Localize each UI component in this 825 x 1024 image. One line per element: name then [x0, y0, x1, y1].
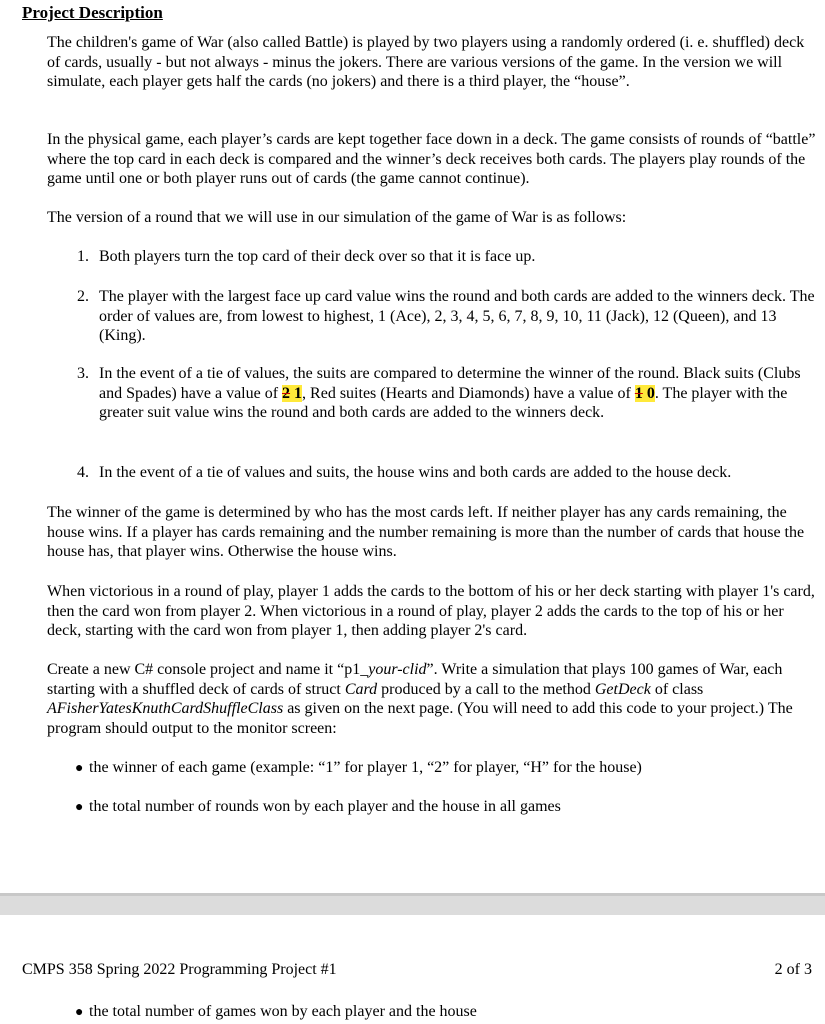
list-number: 4.: [77, 464, 89, 481]
paragraph-victory: When victorious in a round of play, player 1 adds the cards to the bottom of his or her deck starting with player 1's card, then the card won from player 2. When victorious in a round of play, player 2 adds the cards to the top of his or her deck, starting with the card won from player 1, then adding player 2's card.: [47, 583, 815, 639]
list-number: 1.: [77, 248, 89, 265]
bullet-icon: ●: [75, 761, 84, 776]
highlight-edit-black-value: 2 1: [282, 384, 303, 402]
list-item-2: [77, 287, 817, 346]
bullet-icon: ●: [75, 800, 84, 815]
paragraph-intro: The children's game of War (also called Battle) is played by two players using a randomly ordered (i. e. shuffled) deck of cards, usually - but not always - minus the jokers. There are various versions of the game. In the version we will simulate, each player gets half the cards (no jokers) and there is a third player, the “house”.: [47, 34, 805, 90]
page-header-course: CMPS 358 Spring 2022 Programming Project #1: [22, 961, 337, 978]
list-text: Both players turn the top card of their deck over so that it is face up.: [99, 248, 536, 265]
list-item-1: [77, 247, 817, 267]
list-text: In the event of a tie of values, the suits are compared to determine the winner of the round. Black suits (Clubs and Spades) have a value of 2 1, Red suites (Hearts and Diamonds) have a value of 1 0. The player with the greater suit value wins the round and both cards are added to the winners deck.: [99, 365, 801, 421]
paragraph-create-project: Create a new C# console project and name it “p1_your-clid”. Write a simulation that plays 100 games of War, each starting with a shuffled deck of cards of struct Card produced by a call to the method GetDeck of class AFisherYatesKnuthCardShuffleClass as given on the next page. (You will need to add this code to your project.) The program should output to the monitor screen:: [47, 661, 793, 737]
bullet-item: ● the winner of each game (example: “1” for player 1, “2” for player, “H” for the house): [75, 758, 815, 779]
page-separator-edge: [0, 893, 825, 896]
bullet-item: ● the total number of rounds won by each player and the house in all games: [75, 797, 815, 818]
list-number: 2.: [77, 288, 89, 305]
highlight-edit-red-value: 1 0: [634, 384, 655, 402]
paragraph-physical-game: In the physical game, each player’s cards are kept together face down in a deck. The game consists of rounds of “battle” where the top card in each deck is compared and the winner’s deck receives both cards. The players play rounds of the game until one or both player runs out of cards (the game cannot continue).: [47, 131, 816, 187]
section-heading: Project Description: [22, 3, 163, 22]
bullet-item: ● the total number of games won by each player and the house: [75, 1002, 477, 1023]
list-item-4: [77, 463, 817, 483]
list-item-3: [77, 364, 817, 423]
list-text: In the event of a tie of values and suits, the house wins and both cards are added to the house deck.: [99, 464, 732, 481]
paragraph-round-version: The version of a round that we will use in our simulation of the game of War is as follows:: [47, 209, 627, 226]
page-number: 2 of 3: [774, 961, 812, 978]
list-number: 3.: [77, 365, 89, 382]
page-separator: [0, 893, 825, 915]
list-text: The player with the largest face up card value wins the round and both cards are added to the winners deck. The order of values are, from lowest to highest, 1 (Ace), 2, 3, 4, 5, 6, 7, 8, 9, 10, 11 (Jack), 12 (Queen), and 13 (King).: [99, 288, 815, 344]
bullet-icon: ●: [75, 1005, 84, 1020]
paragraph-winner: The winner of the game is determined by who has the most cards left. If neither player has any cards remaining, the house wins. If a player has cards remaining and the number remaining is more than the number of cards that house the house has, that player wins. Otherwise the house wins.: [47, 504, 805, 560]
